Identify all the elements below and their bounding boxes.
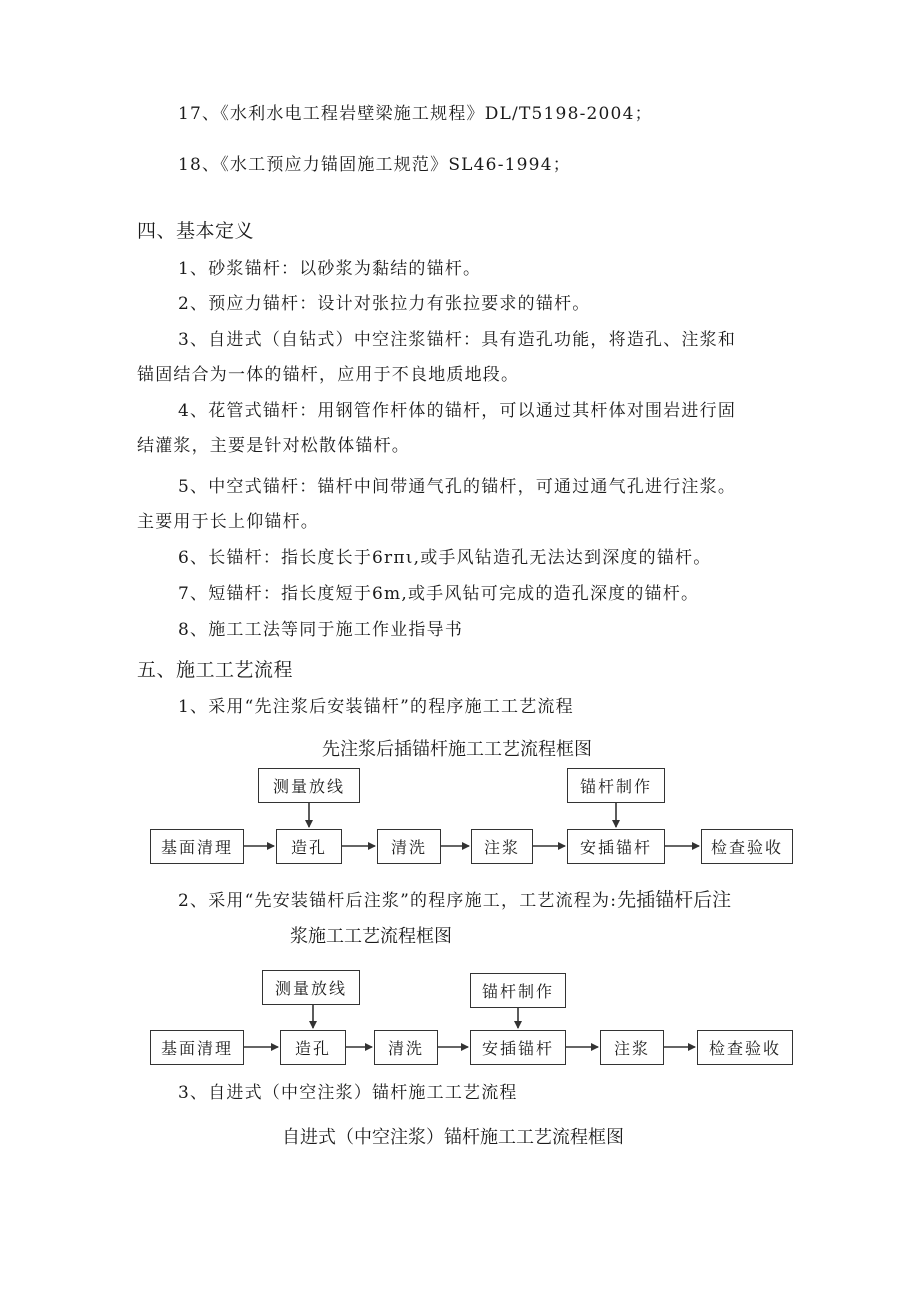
chart-1-step-4: 注浆: [471, 829, 533, 864]
chart-2-step-3: 清洗: [374, 1030, 438, 1065]
chart-1-step-6: 检查验收: [701, 829, 793, 864]
section-5-heading: 五、施工工艺流程: [137, 659, 294, 681]
definition-5-cont: 主要用于长上仰锚杆。: [137, 512, 319, 532]
chart-1-bolt-making-box: 锚杆制作: [567, 768, 665, 803]
chart-1-step-2: 造孔: [276, 829, 342, 864]
chart-2-survey-box: 测量放线: [262, 970, 360, 1005]
definition-2: 2、预应力锚杆：设计对张拉力有张拉要求的锚杆。: [178, 294, 591, 314]
process-item-2-chart-title: 先插锚杆后注: [617, 889, 732, 911]
definition-7: 7、短锚杆：指长度短于6m,或手风钻可完成的造孔深度的锚杆。: [178, 584, 700, 604]
chart-2-step-6: 检查验收: [697, 1030, 793, 1065]
process-item-1: 1、采用“先注浆后安装锚杆”的程序施工工艺流程: [178, 697, 574, 717]
process-item-3: 3、自进式（中空注浆）锚杆施工工艺流程: [178, 1083, 518, 1103]
definition-5: 5、中空式锚杆：锚杆中间带通气孔的锚杆，可通过通气孔进行注浆。: [178, 477, 737, 497]
chart-1-step-5: 安插锚杆: [567, 829, 665, 864]
chart-1-title: 先注浆后插锚杆施工工艺流程框图: [322, 739, 592, 760]
chart-1-step-3: 清洗: [377, 829, 441, 864]
definition-8: 8、施工工法等同于施工作业指导书: [178, 620, 464, 640]
chart-2-step-1: 基面清理: [150, 1030, 244, 1065]
chart-2-step-5: 注浆: [600, 1030, 664, 1065]
chart-2-bolt-making-box: 锚杆制作: [470, 973, 566, 1008]
chart-2-step-2: 造孔: [280, 1030, 346, 1065]
chart-2-title: 浆施工工艺流程框图: [290, 926, 452, 947]
chart-2-step-4: 安插锚杆: [470, 1030, 566, 1065]
definition-4-cont: 结灌浆，主要是针对松散体锚杆。: [137, 436, 410, 456]
reference-17: 17、《水利水电工程岩壁梁施工规程》DL/T5198-2004；: [178, 104, 653, 124]
definition-3: 3、自进式（自钻式）中空注浆锚杆：具有造孔功能，将造孔、注浆和: [178, 330, 737, 350]
process-item-2-text: 2、采用“先安装锚杆后注浆”的程序施工，工艺流程为:: [178, 891, 618, 911]
definition-6: 6、长锚杆：指长度长于6rπι,或手风钻造孔无法达到深度的锚杆。: [178, 548, 712, 568]
chart-1-step-1: 基面清理: [150, 829, 244, 864]
definition-1: 1、砂浆锚杆：以砂浆为黏结的锚杆。: [178, 259, 482, 279]
definition-4: 4、花管式锚杆：用钢管作杆体的锚杆，可以通过其杆体对围岩进行固: [178, 401, 737, 421]
section-4-heading: 四、基本定义: [137, 220, 255, 242]
chart-1-survey-box: 测量放线: [258, 768, 360, 803]
reference-18: 18、《水工预应力锚固施工规范》SL46-1994；: [178, 155, 571, 175]
definition-3-cont: 锚固结合为一体的锚杆，应用于不良地质地段。: [137, 365, 520, 385]
chart-3-title: 自进式（中空注浆）锚杆施工工艺流程框图: [282, 1127, 624, 1148]
